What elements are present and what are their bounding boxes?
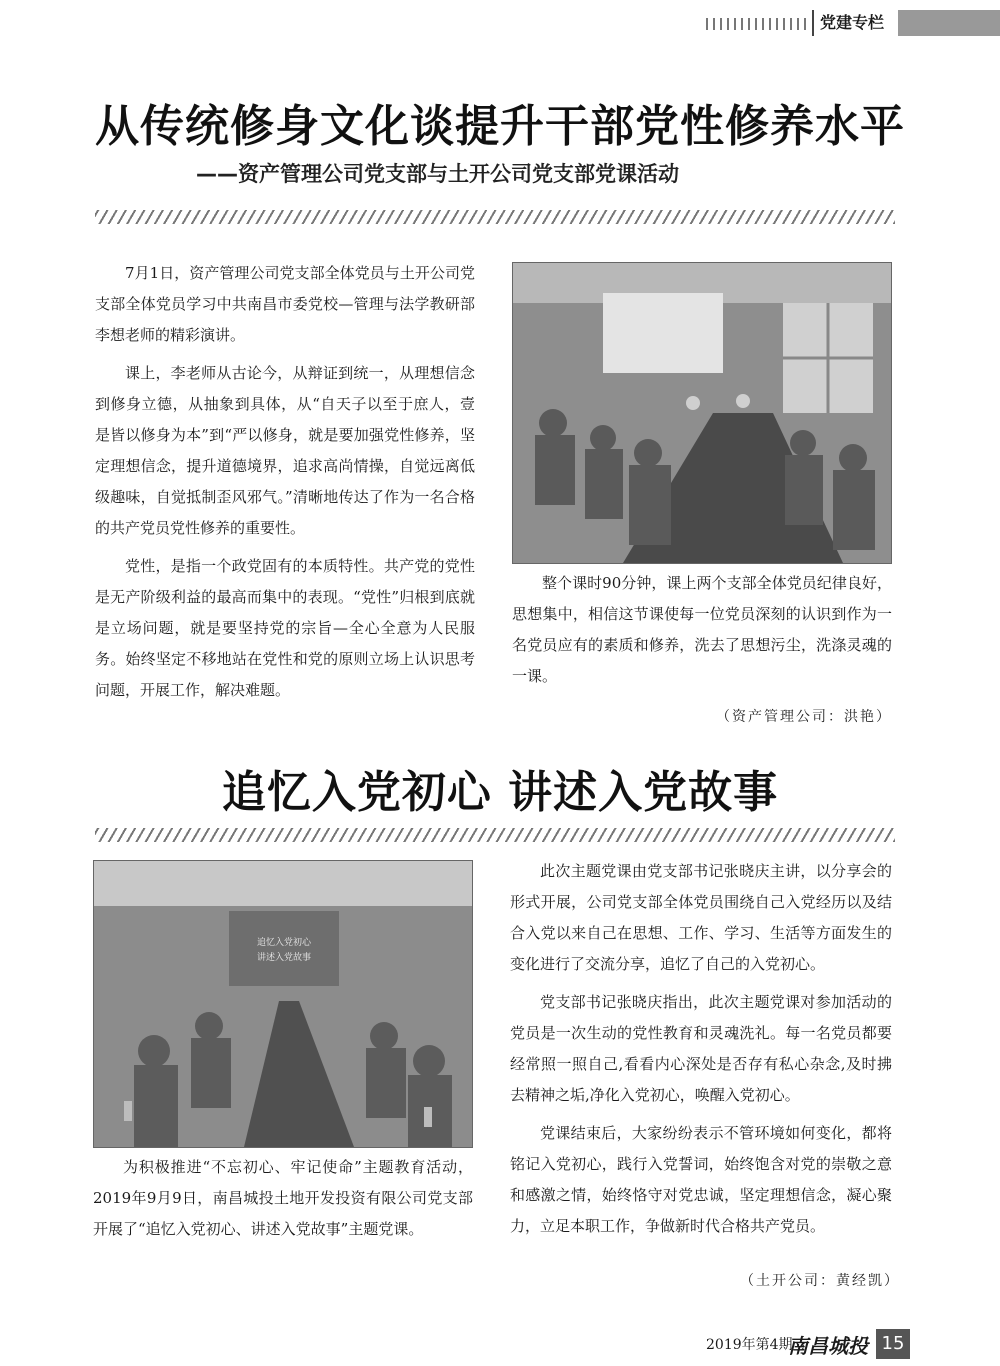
article2-paragraph: 为积极推进“不忘初心、牢记使命”主题教育活动，2019年9月9日，南昌城投土地开发投资有限公司党支部开展了“追忆入党初心、讲述入党故事”主题党课。	[93, 1158, 473, 1238]
article2-byline: （土开公司：黄经凯）	[740, 1273, 900, 1289]
article1-right-column	[512, 568, 892, 699]
article1-paragraph: 7月1日，资产管理公司党支部全体党员与土开公司党支部全体党员学习中共南昌市委党校—管理与法学教研部李想老师的精彩演讲。	[95, 264, 475, 344]
article1-subtitle: ——资产管理公司党支部与土开公司党支部党课活动	[196, 162, 679, 186]
article2-title: 追忆入党初心 讲述入党故事	[221, 767, 779, 818]
article1-left-column	[95, 258, 475, 713]
article2-photo	[93, 860, 473, 1148]
seminar-room-photo	[94, 861, 472, 1147]
brand-logo: 南昌城投	[788, 1334, 868, 1358]
article1-photo	[512, 262, 892, 564]
page-number: 15	[876, 1329, 910, 1359]
article2-paragraph: 党支部书记张晓庆指出，此次主题党课对参加活动的党员是一次生动的党性教育和灵魂洗礼。每一名党员都要经常照一照自己,看看内心深处是否存有私心杂念,及时拂去精神之垢,净化入党初心，唤醒入党初心。	[510, 993, 892, 1104]
article2-right-column	[510, 856, 892, 1249]
article1-title: 从传统修身文化谈提升干部党性修养水平	[95, 101, 905, 152]
article1-paragraph: 党性，是指一个政党固有的本质特性。共产党的党性是无产阶级利益的最高而集中的表现。“党性”归根到底就是立场问题，就是要坚持党的宗旨—全心全意为人民服务。始终坚定不移地站在党性和党的原则立场上认识思考问题，开展工作，解决难题。	[95, 557, 475, 699]
header-decoration	[706, 18, 806, 30]
article1-paragraph: 整个课时90分钟，课上两个支部全体党员纪律良好，思想集中，相信这节课使每一位党员深刻的认识到作为一名党员应有的素质和修养，洗去了思想污尘，洗涤灵魂的一课。	[512, 574, 892, 685]
article1-byline: （资产管理公司：洪艳）	[716, 709, 892, 725]
screen-text-line1: 追忆入党初心	[256, 938, 312, 948]
header-bar	[898, 10, 1000, 36]
screen-text-line2: 讲述入党故事	[256, 953, 312, 963]
article1-paragraph: 课上，李老师从古论今，从辩证到统一，从理想信念到修身立德，从抽象到具体，从“自天子以至于庶人，壹是皆以修身为本”到“严以修身，就是要加强党性修养，坚定理想信念，提升道德境界，追求高尚情操，自觉远离低级趣味，自觉抵制歪风邪气。”清晰地传达了作为一名合格的共产党员党性修养的重要性。	[95, 364, 475, 537]
article1-divider	[95, 210, 895, 224]
article2-paragraph: 此次主题党课由党支部书记张晓庆主讲，以分享会的形式开展，公司党支部全体党员围绕自己入党经历以及结合入党以来自己在思想、工作、学习、生活等方面发生的变化进行了交流分享，追忆了自己的入党初心。	[510, 862, 892, 973]
article2-divider	[95, 828, 895, 842]
article2-left-column	[93, 1152, 473, 1252]
article2-paragraph: 党课结束后，大家纷纷表示不管环境如何变化，都将铭记入党初心，践行入党誓词，始终饱含对党的崇敬之意和感激之情，始终恪守对党忠诚，坚定理想信念，凝心聚力，立足本职工作，争做新时代合格共产党员。	[510, 1124, 892, 1235]
meeting-room-photo	[513, 263, 891, 563]
issue-label: 2019年第4期	[706, 1337, 793, 1353]
section-label: 党建专栏	[812, 10, 884, 36]
